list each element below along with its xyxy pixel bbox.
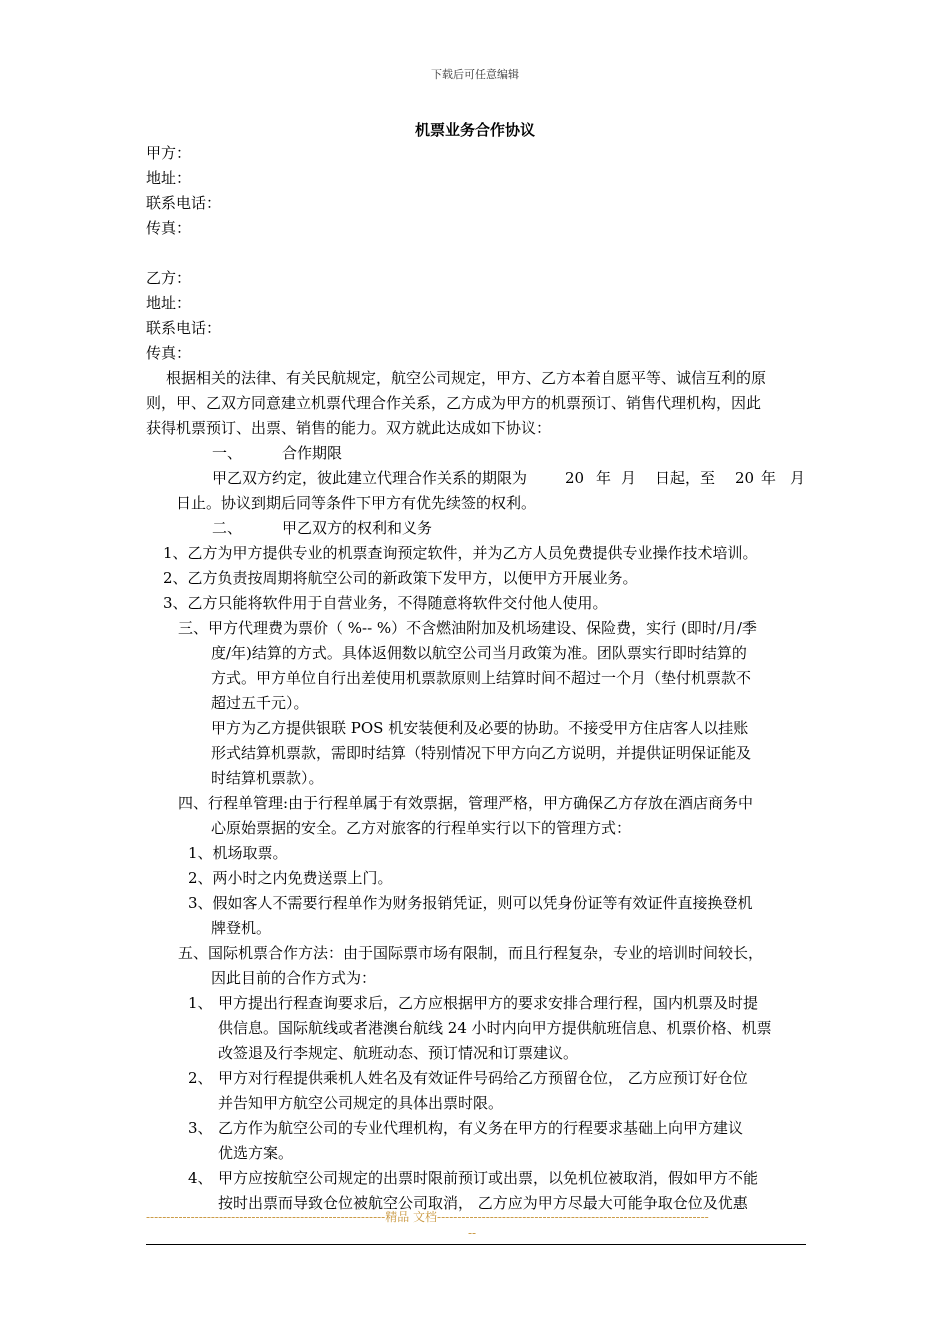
section5-item-line: 甲方对行程提供乘机人姓名及有效证件号码给乙方预留仓位， 乙方应预订好仓位 bbox=[218, 1069, 748, 1087]
section2-number: 二、 bbox=[212, 519, 243, 537]
party-b-phone: 联系电话： bbox=[146, 319, 222, 337]
section2-item: 1、乙方为甲方提供专业的机票查询预定软件，并为乙方人员免费提供专业操作技术培训。 bbox=[163, 544, 758, 562]
header-note: 下载后可任意编辑 bbox=[431, 68, 519, 81]
section4-line: 心原始票据的安全。乙方对旅客的行程单实行以下的管理方式： bbox=[211, 819, 632, 837]
section5-item-number: 3、 bbox=[188, 1119, 213, 1137]
section5-item-line: 并告知甲方航空公司规定的具体出票时限。 bbox=[218, 1094, 504, 1112]
section3-line: 形式结算机票款，需即时结算（特别情况下甲方向乙方说明，并提供证明保证能及 bbox=[211, 744, 752, 762]
section1-number: 一、 bbox=[212, 444, 243, 462]
footer-watermark: -----------------------------------------------------------精品 文档------------------------------------------------------------------- bbox=[146, 1210, 709, 1224]
party-a-name: 甲方： bbox=[146, 144, 192, 162]
section1-start-text: 日起，至 bbox=[655, 469, 716, 487]
document-title: 机票业务合作协议 bbox=[414, 121, 535, 139]
section3-line: 甲方为乙方提供银联 POS 机安装便利及必要的协助。不接受甲方住店客人以挂账 bbox=[211, 719, 749, 737]
section3-line: 超过五千元）。 bbox=[211, 694, 309, 712]
section1-month-label: 月 bbox=[790, 469, 806, 487]
section1-year-start: 20 bbox=[565, 469, 585, 487]
section2-item: 2、乙方负责按周期将航空公司的新政策下发甲方，以便甲方开展业务。 bbox=[163, 569, 638, 587]
section4-item: 牌登机。 bbox=[211, 919, 272, 937]
section3-line: 度/年)结算的方式。具体返佣数以航空公司当月政策为准。团队票实行即时结算的 bbox=[211, 644, 747, 662]
section5-item-line: 甲方应按航空公司规定的出票时限前预订或出票，以免机位被取消，假如甲方不能 bbox=[218, 1169, 759, 1187]
section1-month-label: 月 bbox=[621, 469, 637, 487]
section1-year-label: 年 bbox=[596, 469, 612, 487]
section4-item: 1、机场取票。 bbox=[188, 844, 288, 862]
section5-item-line: 改签退及行李规定、航班动态、预订情况和订票建议。 bbox=[218, 1044, 579, 1062]
section4-line: 四、行程单管理:由于行程单属于有效票据，管理严格，甲方确保乙方存放在酒店商务中 bbox=[178, 794, 754, 812]
section3-line: 方式。甲方单位自行出差使用机票款原则上结算时间不超过一个月（垫付机票款不 bbox=[211, 669, 752, 687]
section1-heading: 合作期限 bbox=[282, 444, 343, 462]
section5-item-line: 乙方作为航空公司的专业代理机构，有义务在甲方的行程要求基础上向甲方建议 bbox=[218, 1119, 744, 1137]
intro-line: 获得机票预订、出票、销售的能力。双方就此达成如下协议： bbox=[146, 419, 552, 437]
footer-watermark-continuation: -- bbox=[468, 1226, 477, 1240]
section2-heading: 甲乙双方的权利和义务 bbox=[282, 519, 433, 537]
section5-item-number: 4、 bbox=[188, 1169, 213, 1187]
section1-year-label: 年 bbox=[761, 469, 777, 487]
section5-item-line: 优选方案。 bbox=[218, 1144, 294, 1162]
section5-item-number: 2、 bbox=[188, 1069, 213, 1087]
section5-item-line: 按时出票而导致仓位被航空公司取消， 乙方应为甲方尽最大可能争取仓位及优惠 bbox=[218, 1194, 748, 1212]
section5-line: 五、国际机票合作方法：由于国际票市场有限制，而且行程复杂，专业的培训时间较长， bbox=[178, 944, 764, 962]
section5-item-line: 供信息。国际航线或者港澳台航线 24 小时内向甲方提供航班信息、机票价格、机票 bbox=[218, 1019, 772, 1037]
section1-year-end: 20 bbox=[735, 469, 755, 487]
intro-line: 则，甲、乙双方同意建立机票代理合作关系，乙方成为甲方的机票预订、销售代理机构，因此 bbox=[146, 394, 762, 412]
intro-line: 根据相关的法律、有关民航规定，航空公司规定，甲方、乙方本着自愿平等、诚信互利的原 bbox=[166, 369, 767, 387]
party-b-address: 地址： bbox=[146, 294, 192, 312]
section1-line2: 日止。协议到期后同等条件下甲方有优先续签的权利。 bbox=[176, 494, 537, 512]
section4-item: 2、两小时之内免费送票上门。 bbox=[188, 869, 393, 887]
party-b-fax: 传真： bbox=[146, 344, 192, 362]
section5-item-line: 甲方提出行程查询要求后，乙方应根据甲方的要求安排合理行程，国内机票及时提 bbox=[218, 994, 759, 1012]
party-a-phone: 联系电话： bbox=[146, 194, 222, 212]
section3-line: 三、甲方代理费为票价（ %-- %）不含燃油附加及机场建设、保险费，实行 (即时/月/季 bbox=[178, 619, 757, 637]
party-a-fax: 传真： bbox=[146, 219, 192, 237]
section4-item: 3、假如客人不需要行程单作为财务报销凭证，则可以凭身份证等有效证件直接换登机 bbox=[188, 894, 753, 912]
party-b-name: 乙方： bbox=[146, 269, 192, 287]
section2-item: 3、乙方只能将软件用于自营业务，不得随意将软件交付他人使用。 bbox=[163, 594, 608, 612]
section5-line: 因此目前的合作方式为： bbox=[211, 969, 377, 987]
section1-line1-text: 甲乙双方约定，彼此建立代理合作关系的期限为 bbox=[212, 469, 528, 487]
footer-divider bbox=[146, 1244, 806, 1245]
section5-item-number: 1、 bbox=[188, 994, 213, 1012]
section3-line: 时结算机票款）。 bbox=[211, 769, 324, 787]
party-a-address: 地址： bbox=[146, 169, 192, 187]
